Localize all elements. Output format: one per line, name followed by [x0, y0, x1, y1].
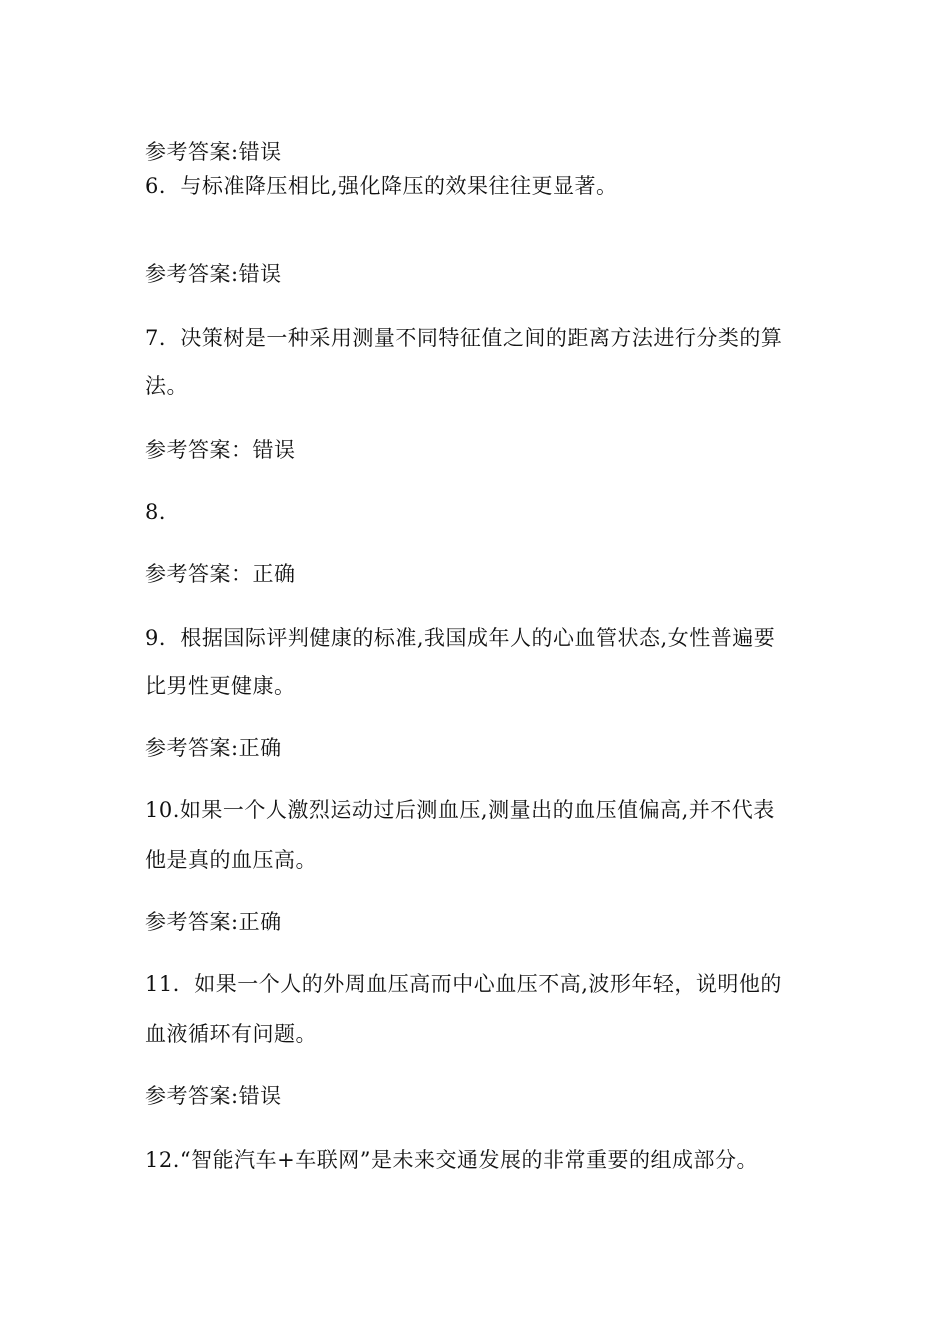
answer-line: 参考答案:正确	[145, 910, 282, 934]
question-6: 6．与标准降压相比,强化降压的效果往往更显著。	[145, 174, 618, 198]
answer-line: 参考答案:错误	[145, 1084, 282, 1108]
question-11-line-2: 血液循环有问题。	[145, 1022, 317, 1046]
question-12: 12.“智能汽车+车联网”是未来交通发展的非常重要的组成部分。	[145, 1148, 758, 1172]
question-8: 8．	[145, 500, 181, 524]
answer-line: 参考答案：正确	[145, 562, 296, 586]
question-10-line-2: 他是真的血压高。	[145, 848, 317, 872]
answer-line: 参考答案:错误	[145, 140, 282, 164]
question-7-line-1: 7．决策树是一种采用测量不同特征值之间的距离方法进行分类的算	[145, 326, 783, 350]
answer-line: 参考答案:错误	[145, 262, 282, 286]
question-7-line-2: 法。	[145, 374, 188, 398]
question-9-line-1: 9．根据国际评判健康的标准,我国成年人的心血管状态,女性普遍要	[145, 626, 776, 650]
question-9-line-2: 比男性更健康。	[145, 674, 296, 698]
question-11-line-1: 11．如果一个人的外周血压高而中心血压不高,波形年轻，说明他的	[145, 972, 782, 996]
answer-line: 参考答案:正确	[145, 736, 282, 760]
question-10-line-1: 10.如果一个人激烈运动过后测血压,测量出的血压值偏高,并不代表	[145, 798, 775, 822]
answer-line: 参考答案：错误	[145, 438, 296, 462]
